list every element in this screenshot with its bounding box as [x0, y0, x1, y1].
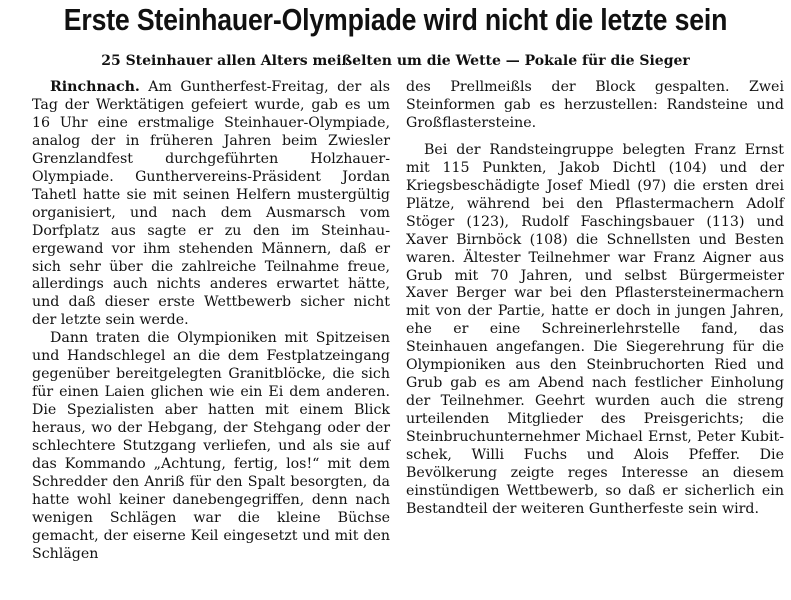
subheadline: 25 Steinhauer allen Alters meißelten um die Wette — Pokale für die Sieger — [101, 53, 690, 69]
headline: Erste Steinhauer-Olympiade wird nicht die letzte sein — [63, 2, 728, 37]
right-column — [406, 79, 784, 519]
paragraph-intro-text: Am Guntherfest-Freitag, der als Tag der Werktätigen gefeiert wurde, gab es um 16 Uhr eine erstmalige Steinhauer-Olympiade, analog der in früheren Jahren beim Zwiesler Grenzlandfest durchgeführten Holzhauer-Olympiade. Gunthervereins-Präsident Jordan Tahetl hatte sie mit seinen Helfern mustergültig organisiert, und nach dem Ausmarsch vom Dorfplatz aus sagte er zu den im Steinhauergewand vor ihm stehenden Männern, daß er sich sehr über die zahlreiche Teilnahme freue, allerdings auch nichts anderes erwartet hätte, und daß dieser erste Wettbewerb sicher nicht der letzte sein werde. — [32, 79, 390, 329]
dateline: Rinchnach. — [50, 79, 140, 95]
left-column — [32, 79, 390, 564]
paragraph-intro — [32, 79, 390, 330]
paragraph-results: Bei der Randsteingruppe belegten Franz Ernst mit 115 Punkten, Jakob Dichtl (104) und der Kriegsbeschädigte Josef Miedl (97) die ersten drei Plätze, während bei den Pflastermachern Adolf Stöger (123), Rudolf Faschingsbauer (113) und Xaver Birnböck (108) die Schnellsten und Besten waren. Ältester Teilnehmer war Franz Aigner aus Grub mit 70 Jahren, und selbst Bürgermeister Xaver Berger war bei den Pflastersteinermachern mit von der Partie, hatte er doch in jungen Jahren, ehe er eine Schreinerlehrstelle fand, das Steinhauen angefangen. Die Siegerehrung für die Olympioniken aus den Steinbruchorten Ried und Grub gab es am Abend nach festlicher Einholung der Teilnehmer. Geehrt wurden auch die streng urteilenden Mitglieder des Preisgerichts; die Steinbruchunternehmer Michael Ernst, Peter Kubitschek, Willi Fuchs und Alois Pfeffer. Die Bevölkerung zeigte reges Interesse an diesem einstündigen Wettbewerb, so daß er sicherlich ein Bestandteil der weiteren Guntherfeste sein wird. — [406, 141, 784, 517]
paragraph-competition: Dann traten die Olympioniken mit Spitzeisen und Handschlegel an die dem Festplatzeingang gegenüber bereitgelegten Granitblöcke, die sich für einen Laien glichen wie ein Ei dem anderen. Die Spezialisten aber hatten mit einem Blick heraus, wo der Hebgang, der Stehgang oder der schlechtere Stutzgang verliefen, und als sie auf das Kommando „Achtung, fertig, los!“ mit dem Schredder den Anriß für den Spalt besorgten, da hatte wohl keiner danebengegriffen, denn nach wenigen Schlägen war die kleine Büchse gemacht, der eiserne Keil eingesetzt und mit den Schlägen — [32, 330, 390, 562]
paragraph-continuation: des Prellmeißls der Block gespalten. Zwei Steinformen gab es herzustellen: Randsteine und Großflastersteine. — [406, 79, 784, 131]
